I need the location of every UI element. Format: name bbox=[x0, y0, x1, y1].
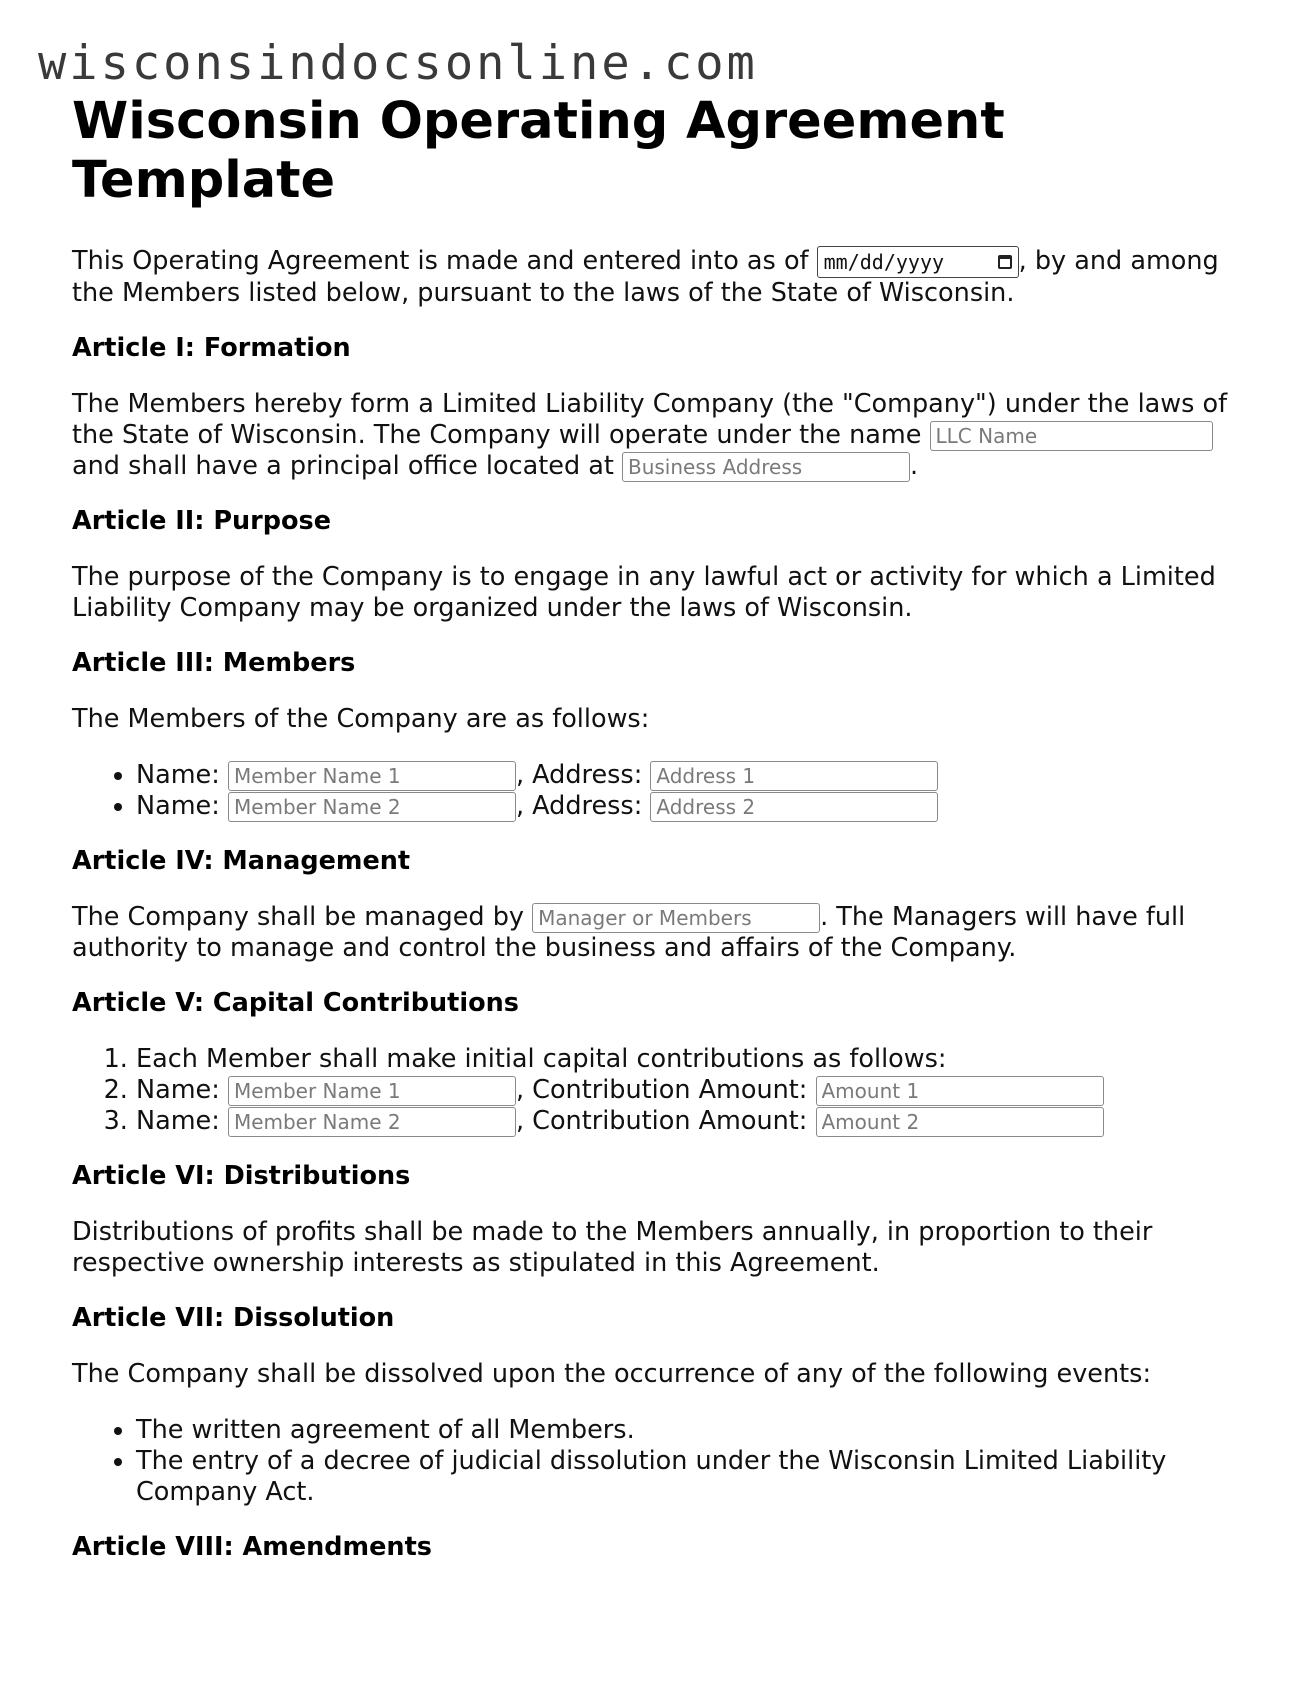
list-item bbox=[136, 791, 1247, 822]
name-label: Name: bbox=[136, 760, 220, 790]
dissolution-events-list bbox=[72, 1415, 1247, 1508]
intro-paragraph bbox=[72, 246, 1247, 309]
article-1-text-1: The Members hereby form a Limited Liability Company (the "Company") under the laws of the State of Wisconsin. The Company will operate under the name bbox=[72, 389, 1228, 450]
article-4-text-2: . The Managers will have full authority to manage and control the business and affairs of the Company. bbox=[72, 902, 1186, 963]
address-label: , Address: bbox=[515, 760, 643, 790]
list-item: • The written agreement of all Members. bbox=[136, 1415, 1247, 1446]
member-address-2-input[interactable] bbox=[650, 792, 938, 822]
llc-name-input[interactable] bbox=[930, 421, 1213, 451]
article-4-heading: Article IV: Management bbox=[72, 846, 411, 876]
manager-input[interactable] bbox=[532, 903, 820, 933]
article-2-heading: Article II: Purpose bbox=[72, 506, 331, 536]
calendar-icon[interactable] bbox=[998, 255, 1012, 269]
list-item: • The entry of a decree of judicial dissolution under the Wisconsin Limited Liability Company Act. bbox=[136, 1446, 1247, 1508]
member-name-2-input[interactable] bbox=[228, 792, 516, 822]
members-list bbox=[72, 760, 1247, 822]
intro-text-after: , by and among the Members listed below, pursuant to the laws of the State of Wisconsin. bbox=[72, 246, 1219, 308]
article-1-text-2: and shall have a principal office located at bbox=[72, 451, 614, 481]
article-7-heading: Article VII: Dissolution bbox=[72, 1303, 395, 1333]
list-item bbox=[136, 1075, 1247, 1106]
article-2-text: The purpose of the Company is to engage in any lawful act or activity for which a Limited Liability Company may be organized under the laws of Wisconsin. bbox=[72, 562, 1216, 623]
contribution-amount-2-input[interactable] bbox=[816, 1107, 1104, 1137]
name-label: Name: bbox=[136, 791, 220, 821]
contribution-name-1-input[interactable] bbox=[228, 1076, 516, 1106]
article-3-heading: Article III: Members bbox=[72, 648, 356, 678]
list-item bbox=[136, 760, 1247, 791]
article-1-text-3: . bbox=[909, 451, 919, 481]
article-1-heading: Article I: Formation bbox=[72, 333, 351, 363]
page-title: Wisconsin Operating Agreement Template bbox=[72, 92, 1005, 210]
member-address-1-input[interactable] bbox=[650, 761, 938, 791]
article-8-heading: Article VIII: Amendments bbox=[72, 1532, 432, 1562]
document-body bbox=[72, 92, 1247, 1588]
contribution-name-2-input[interactable] bbox=[228, 1107, 516, 1137]
article-6-heading: Article VI: Distributions bbox=[72, 1161, 411, 1191]
site-watermark: wisconsindocsonline.com bbox=[38, 36, 758, 91]
contributions-list bbox=[72, 1044, 1247, 1137]
article-5-heading: Article V: Capital Contributions bbox=[72, 988, 519, 1018]
article-1-paragraph bbox=[72, 389, 1247, 482]
name-label: Name: bbox=[136, 1106, 220, 1136]
business-address-input[interactable] bbox=[622, 452, 910, 482]
address-label: , Address: bbox=[515, 791, 643, 821]
agreement-date-input[interactable] bbox=[817, 246, 1019, 278]
article-6-text: Distributions of profits shall be made to the Members annually, in proportion to their respective ownership interests as stipulated in this Agreement. bbox=[72, 1217, 1153, 1278]
contribution-amount-1-input[interactable] bbox=[816, 1076, 1104, 1106]
list-item bbox=[136, 1106, 1247, 1137]
article-4-text-1: The Company shall be managed by bbox=[72, 902, 524, 932]
article-4-paragraph bbox=[72, 902, 1247, 964]
member-name-1-input[interactable] bbox=[228, 761, 516, 791]
intro-text-before: This Operating Agreement is made and entered into as of bbox=[72, 246, 809, 276]
amount-label: , Contribution Amount: bbox=[515, 1106, 808, 1136]
date-placeholder: mm/dd/yyyy bbox=[823, 249, 945, 274]
article-7-text: The Company shall be dissolved upon the occurrence of any of the following events: bbox=[72, 1359, 1152, 1389]
amount-label: , Contribution Amount: bbox=[515, 1075, 808, 1105]
article-3-text: The Members of the Company are as follows: bbox=[72, 704, 650, 734]
list-item: 1. Each Member shall make initial capital contributions as follows: bbox=[136, 1044, 1247, 1075]
name-label: Name: bbox=[136, 1075, 220, 1105]
